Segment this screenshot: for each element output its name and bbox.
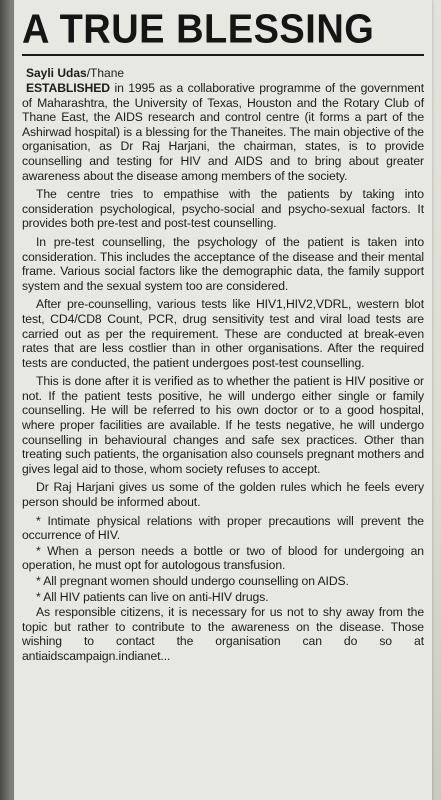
- newspaper-clipping: [14, 0, 432, 800]
- paragraph-empathy: The centre tries to empathise with the patients by taking into consideration psychological, psycho-social and psycho-sexual factors. It provides both pre-test and post-test counselling.: [22, 187, 424, 231]
- paragraph-golden-rules: Dr Raj Harjani gives us some of the golden rules which he feels every person should be informed about.: [22, 480, 424, 510]
- headline-rule: [22, 54, 424, 56]
- lead-caps: ESTABLISHED: [26, 81, 110, 95]
- byline: [26, 66, 424, 81]
- paragraph-tests: After pre-counselling, various tests like HIV1,HIV2,VDRL, western blot test, CD4/CD8 Count, PCR, drug sensitivity test and viral load tests are carried out as per the requirement. These are conducted at break-even rates that are less costlier than in other organisations. After the required tests are conducted, the patient undergoes post-test counselling.: [22, 297, 424, 370]
- author-name: Sayli Udas: [26, 66, 87, 80]
- article-body: [22, 81, 424, 664]
- paragraph-intro-text: in 1995 as a collaborative programme of the government of Maharashtra, the University of Texas, Houston and the Rotary Club of Thane East, the AIDS research and control centre (it forms a part of the Ashirwad hospital) is a blessing for the Thaneites. The main objective of the organisation, as Dr Raj Harjani, the chairman, states, is to provide counselling and testing for HIV and AIDS and to bring about greater awareness about the disease among members of the society.: [22, 81, 424, 183]
- rule-item: * Intimate physical relations with proper precautions will prevent the occurrence of HIV.: [22, 513, 424, 543]
- rule-item: * All pregnant women should undergo counselling on AIDS.: [36, 574, 349, 588]
- paragraph-pre-test: In pre-test counselling, the psychology of the patient is taken into consideration. This includes the acceptance of the disease and their mental frame. Various social factors like the demographic data, the family support system and the sexual system too are considered.: [22, 234, 424, 293]
- paragraph-closing: As responsible citizens, it is necessary for us not to shy away from the topic but rather to contribute to the awareness on the disease. Those wishing to contact the organisation can do so at antiaidscampaign.indianet...: [22, 605, 424, 663]
- paragraph-intro: [22, 81, 424, 183]
- author-location: /Thane: [86, 66, 125, 80]
- page-edge-shadow: [0, 0, 14, 800]
- headline: A TRUE BLESSING: [22, 7, 375, 53]
- paragraph-post-test: This is done after it is verified as to whether the patient is HIV positive or not. If the patient tests positive, he will undergo either single or family counselling. He will be referred to his own doctor or to a good hospital, where proper facilities are available. If he tests negative, he will undergo counselling in behavioural changes and safe sex practices. Other than treating such patients, the organisation also counsels pregnant mothers and gives legal aid to those, whom society refuses to accept.: [22, 374, 424, 476]
- rule-item: * When a person needs a bottle or two of blood for undergoing an operation, he must opt for autologous transfusion.: [22, 543, 424, 573]
- rule-item: * All HIV patients can live on anti-HIV drugs.: [36, 589, 269, 604]
